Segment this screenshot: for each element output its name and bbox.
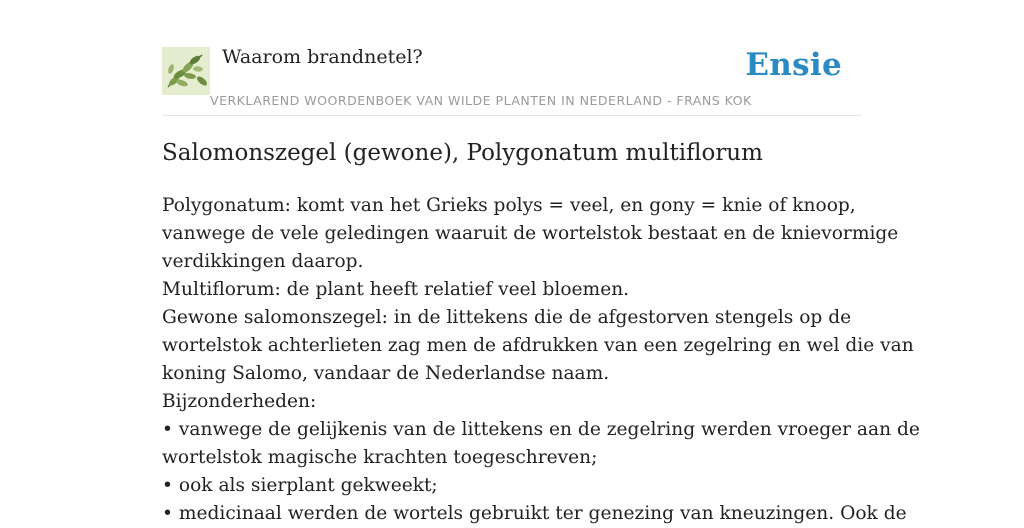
body-line: • vanwege de gelijkenis van de littekens en de zegelring werden vroeger aan de xyxy=(162,419,920,440)
body-line: wortelstok achterlieten zag men de afdrukken van een zegelring en wel die van xyxy=(162,335,914,356)
body-line: Multiflorum: de plant heeft relatief veel bloemen. xyxy=(162,279,630,300)
brand-logo[interactable]: Ensie xyxy=(745,47,842,83)
article-title: Salomonszegel (gewone), Polygonatum multiflorum xyxy=(162,140,763,166)
body-line: wortelstok magische krachten toegeschreven; xyxy=(162,447,598,468)
plant-leaves-icon[interactable] xyxy=(162,47,210,95)
header xyxy=(162,0,862,116)
body-line: koning Salomo, vandaar de Nederlandse naam. xyxy=(162,363,610,384)
article-body xyxy=(162,192,920,528)
body-line: verdikkingen daarop. xyxy=(162,251,364,272)
body-line: • medicinaal werden de wortels gebruikt ter genezing van kneuzingen. Ook de xyxy=(162,503,907,524)
page xyxy=(162,0,920,524)
source-subtitle[interactable]: VERKLAREND WOORDENBOEK VAN WILDE PLANTEN IN NEDERLAND - FRANS KOK xyxy=(210,93,752,108)
body-line: • ook als sierplant gekweekt; xyxy=(162,475,438,496)
body-line: Polygonatum: komt van het Grieks polys = veel, en gony = knie of knoop, xyxy=(162,195,856,216)
site-title[interactable]: Waarom brandnetel? xyxy=(222,46,423,68)
body-line: Gewone salomonszegel: in de littekens die de afgestorven stengels op de xyxy=(162,307,852,328)
body-line: vanwege de vele geledingen waaruit de wortelstok bestaat en de knievormige xyxy=(162,223,899,244)
body-line: Bijzonderheden: xyxy=(162,391,317,412)
